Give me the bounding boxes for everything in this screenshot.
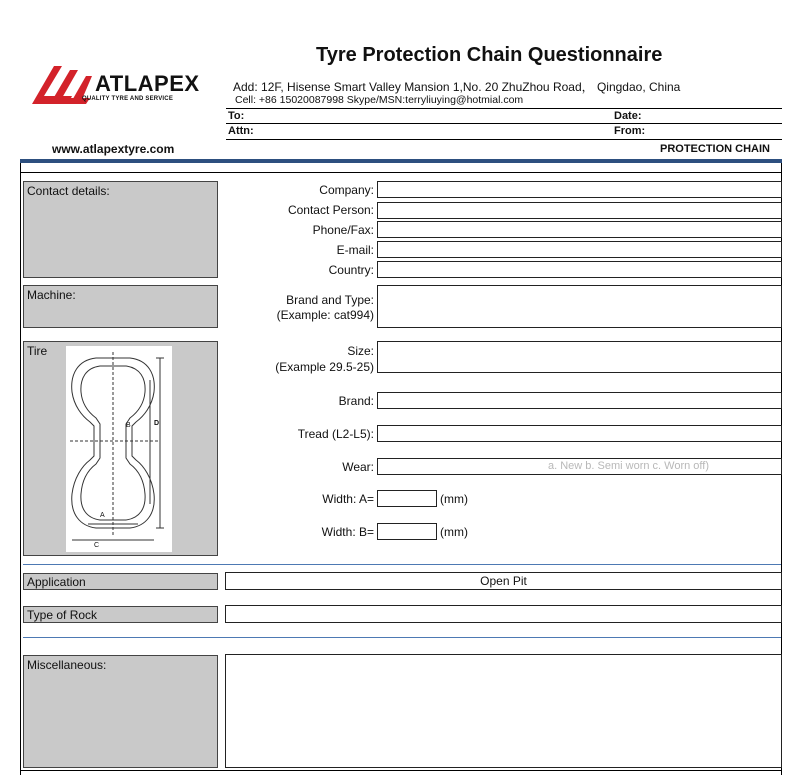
section-contact-details: Contact details: (23, 181, 218, 278)
size-example: (Example 29.5-25) (275, 360, 374, 374)
section-machine: Machine: (23, 285, 218, 328)
page-title: Tyre Protection Chain Questionnaire (316, 44, 663, 66)
contact-person-label: Contact Person: (287, 203, 374, 217)
header-band (20, 159, 782, 163)
header-rule-3 (226, 139, 782, 140)
size-input[interactable] (377, 341, 782, 373)
diagram-label-a: A (100, 512, 105, 519)
section-application: Application (23, 573, 218, 590)
section-type-of-rock: Type of Rock (23, 606, 218, 623)
brand-type-label: Brand and Type: (286, 293, 374, 307)
frame-top-rule (20, 172, 782, 173)
logo-tagline: QUALITY TYRE AND SERVICE (82, 96, 174, 102)
width-b-label: Width: B= (321, 525, 374, 539)
attn-label: Attn: (228, 125, 254, 137)
section-tire-label: Tire (27, 344, 48, 358)
application-value: Open Pit (480, 574, 527, 588)
document-type: PROTECTION CHAIN (660, 143, 770, 155)
phone-fax-label: Phone/Fax: (312, 223, 374, 237)
diagram-label-c: C (94, 542, 100, 549)
type-of-rock-input[interactable] (225, 605, 782, 623)
width-b-unit: (mm) (440, 525, 468, 539)
tread-input[interactable] (377, 425, 782, 442)
website-link[interactable]: www.atlapextyre.com (52, 142, 175, 156)
header-rule-1 (226, 108, 782, 109)
wear-label: Wear: (342, 460, 374, 474)
miscellaneous-input[interactable] (225, 654, 782, 768)
company-contact-line: Cell: +86 15020087998 Skype/MSN:terryliuying@hotmial.com (235, 94, 524, 106)
logo-wordmark: ATLAPEX (95, 71, 200, 96)
diagram-label-b: B (126, 422, 131, 429)
diagram-label-d: D (154, 420, 160, 427)
section-miscellaneous: Miscellaneous: (23, 655, 218, 768)
width-a-label: Width: A= (322, 492, 374, 506)
tyre-diagram (66, 346, 172, 552)
width-a-input[interactable] (377, 490, 437, 507)
brand-label: Brand: (338, 394, 374, 408)
company-input[interactable] (377, 181, 782, 198)
country-input[interactable] (377, 261, 782, 278)
wear-hint: a. New b. Semi worn c. Worn off) (548, 460, 709, 472)
width-b-input[interactable] (377, 523, 437, 540)
frame-bottom-rule (20, 770, 782, 771)
date-label: Date: (614, 110, 642, 122)
brand-type-example: (Example: cat994) (276, 308, 374, 322)
header-rule-2 (226, 123, 782, 124)
from-label: From: (614, 125, 646, 137)
separator-1 (23, 564, 781, 565)
brand-input[interactable] (377, 392, 782, 409)
phone-fax-input[interactable] (377, 221, 782, 238)
width-a-unit: (mm) (440, 492, 468, 506)
tread-label: Tread (L2-L5): (297, 427, 374, 441)
to-label: To: (228, 110, 245, 122)
company-label: Company: (319, 183, 374, 197)
wear-input[interactable] (377, 458, 782, 475)
size-label: Size: (347, 344, 374, 358)
separator-2 (23, 637, 781, 638)
company-address: Add: 12F, Hisense Smart Valley Mansion 1,No. 20 ZhuZhou Road， Qingdao, China (233, 80, 681, 94)
contact-person-input[interactable] (377, 202, 782, 219)
brand-type-input[interactable] (377, 285, 782, 328)
email-label: E-mail: (336, 243, 374, 257)
application-input[interactable] (225, 572, 782, 590)
tyre-cross-section-icon (66, 346, 172, 552)
country-label: Country: (328, 263, 374, 277)
email-input[interactable] (377, 241, 782, 258)
frame-left (20, 163, 21, 775)
